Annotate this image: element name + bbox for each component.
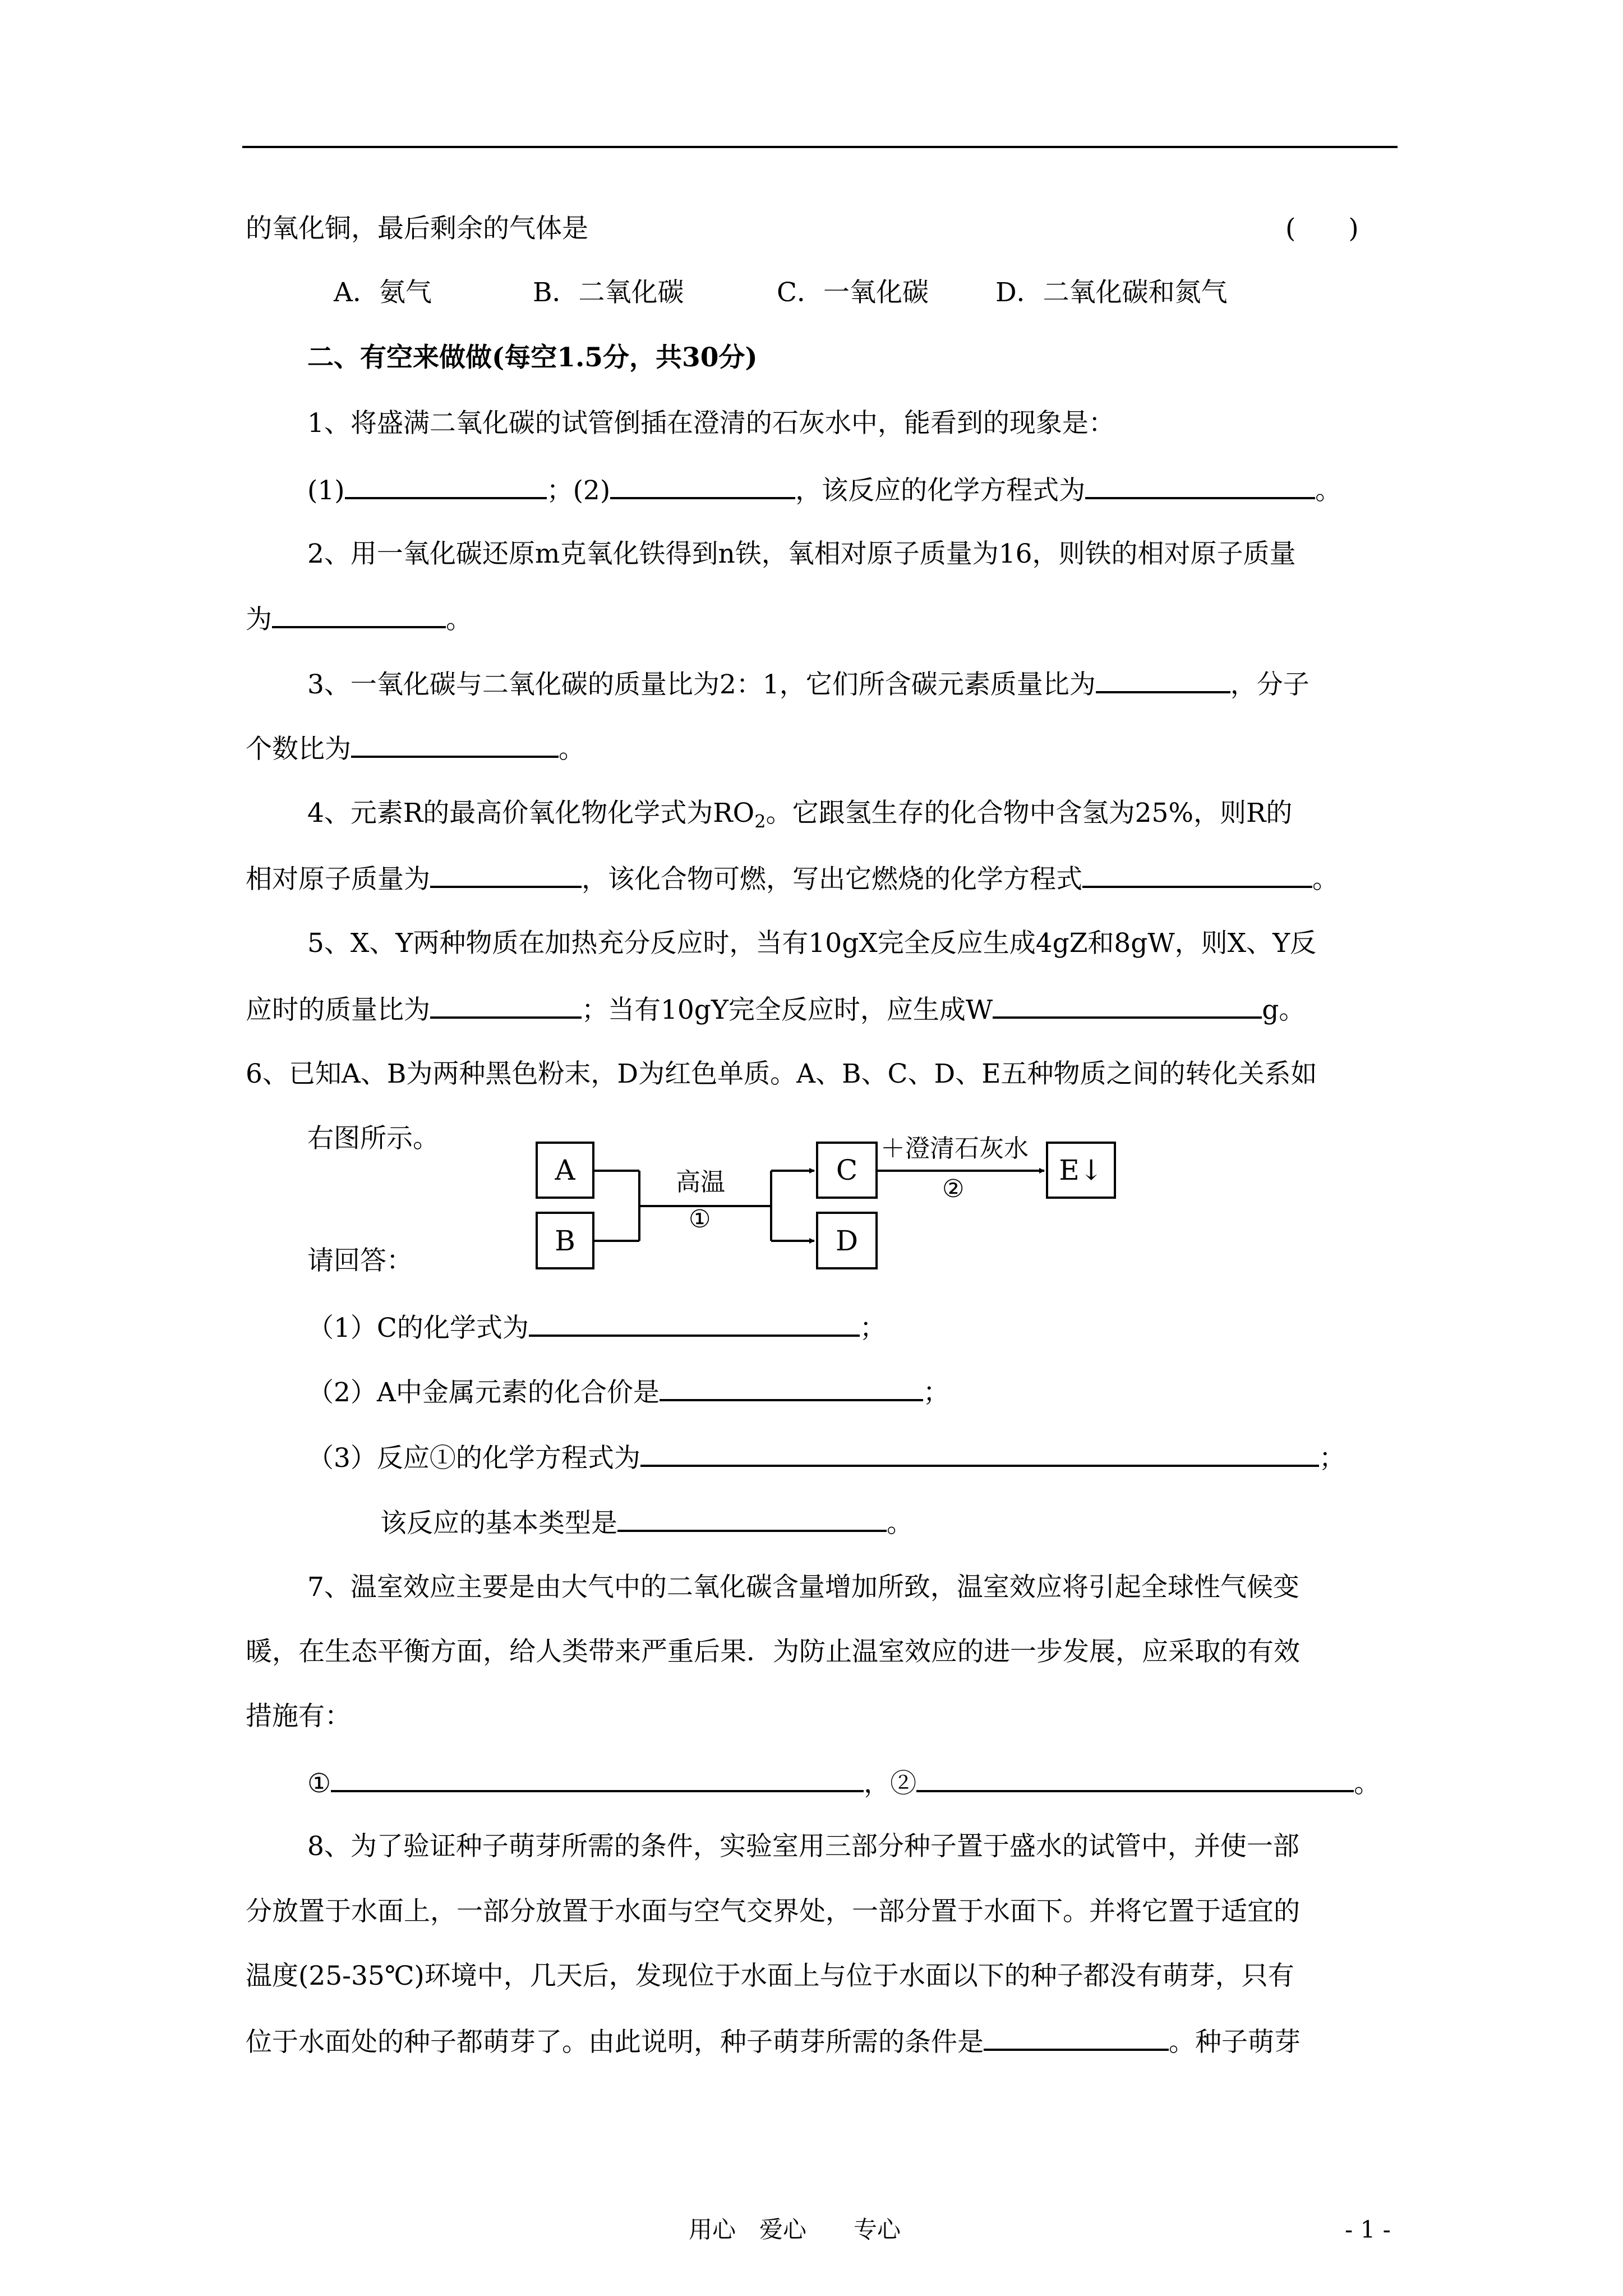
q6-blank-3[interactable] <box>640 1440 1319 1467</box>
q8-blank[interactable] <box>984 2024 1169 2051</box>
q4-answer-line: 相对原子质量为 ，该化合物可燃，写出它燃烧的化学方程式 。 <box>246 861 1339 896</box>
footer-motto: 用心 爱心 专心 <box>689 2216 901 2243</box>
q6-sub2: （2）A中金属元素的化合价是 ； <box>307 1374 949 1410</box>
q6-sub3: （3）反应①的化学方程式为 ； <box>307 1440 1345 1475</box>
q7-blank-1[interactable] <box>331 1765 864 1792</box>
q1-text: 1、将盛满二氧化碳的试管倒插在澄清的石灰水中，能看到的现象是： <box>307 408 1115 439</box>
option-c: C．一氧化碳 <box>777 277 929 308</box>
q7-text-2: 暖，在生态平衡方面，给人类带来严重后果．为防止温室效应的进一步发展，应采取的有效 <box>246 1636 1300 1667</box>
q7-text-3: 措施有： <box>246 1701 351 1732</box>
diagram-box-d: D <box>816 1212 878 1269</box>
q6-sub1: （1）C的化学式为 ； <box>307 1310 886 1345</box>
reaction-2-marker: ② <box>942 1175 965 1203</box>
q6-blank-4[interactable] <box>617 1505 887 1532</box>
q7-answer-line: ① ，② 。 <box>307 1765 1380 1801</box>
q8-text-4: 位于水面处的种子都萌芽了。由此说明，种子萌芽所需的条件是 。种子萌芽 <box>246 2024 1301 2059</box>
q5-text: 5、X、Y两种物质在加热充分反应时，当有10gX完全反应生成4gZ和8gW，则X、Y反 <box>307 928 1317 959</box>
diagram-box-b: B <box>536 1212 594 1269</box>
option-d: D．二氧化碳和氮气 <box>995 277 1228 308</box>
q2-text: 2、用一氧化碳还原m克氧化铁得到n铁，氧相对原子质量为16，则铁的相对原子质量 <box>307 539 1296 569</box>
q6-prompt: 请回答： <box>307 1245 413 1276</box>
q8-text-3: 温度(25-35℃)环境中，几天后，发现位于水面上与位于水面以下的种子都没有萌芽，只有 <box>246 1961 1294 1991</box>
q3-text: 3、一氧化碳与二氧化碳的质量比为2：1，它们所含碳元素质量比为 ，分子 <box>307 666 1310 702</box>
diagram-box-a: A <box>536 1142 594 1199</box>
diagram-box-e: E↓ <box>1046 1142 1116 1199</box>
condition-high-temp: 高温 <box>676 1168 725 1197</box>
option-b: B．二氧化碳 <box>533 277 684 308</box>
q8-text-2: 分放置于水面上，一部分放置于水面与空气交界处，一部分置于水面下。并将它置于适宜的 <box>246 1896 1300 1927</box>
q4-text: 4、元素R的最高价氧化物化学式为$RO_2$。它跟氢生存的化合物中含氢为25%，则R的 <box>307 798 1293 832</box>
section-title: 二、有空来做做(每空1.5分，共30分) <box>307 342 758 373</box>
reaction-1-marker: ① <box>689 1205 711 1234</box>
option-a: A．氨气 <box>334 277 432 308</box>
q8-text-1: 8、为了验证种子萌芽所需的条件，实验室用三部分种子置于盛水的试管中，并使一部 <box>307 1831 1299 1862</box>
diagram-box-c: C <box>816 1142 878 1199</box>
q6-sub4: 该反应的基本类型是 。 <box>380 1505 913 1540</box>
prev-question-line: 的氧化铜，最后剩余的气体是 <box>246 213 588 244</box>
q3-answer-line: 个数比为 。 <box>246 731 585 766</box>
q1-answers-line: (1) ；(2) ，该反应的化学方程式为 。 <box>307 472 1341 508</box>
q2-answer-line: 为 。 <box>246 601 472 637</box>
q6-figure-ref: 右图所示。 <box>307 1123 439 1154</box>
answer-parentheses: ( ) <box>1285 213 1359 244</box>
q5-answer-line: 应时的质量比为 ；当有10gY完全反应时，应生成W g。 <box>246 992 1305 1027</box>
q6-blank-1[interactable] <box>529 1310 860 1337</box>
condition-limewater: ＋澄清石灰水 <box>880 1134 1029 1163</box>
q6-text: 6、已知A、B为两种黑色粉末，D为红色单质。A、B、C、D、E五种物质之间的转化关系如 <box>246 1059 1317 1089</box>
q7-blank-2[interactable] <box>916 1765 1354 1792</box>
page-number: - 1 - <box>1345 2216 1391 2243</box>
q6-blank-2[interactable] <box>660 1374 923 1401</box>
q7-text-1: 7、温室效应主要是由大气中的二氧化碳含量增加所致，温室效应将引起全球性气候变 <box>307 1572 1299 1603</box>
